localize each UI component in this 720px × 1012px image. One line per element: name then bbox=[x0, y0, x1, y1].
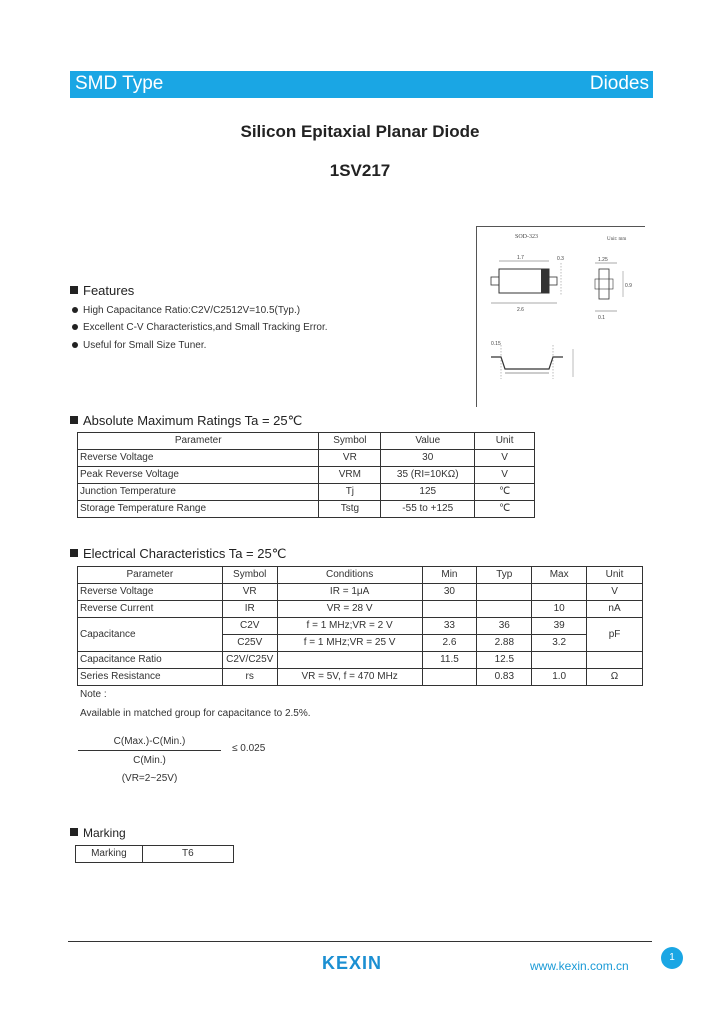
table-cell: Storage Temperature Range bbox=[78, 501, 319, 518]
bullet-dot-icon bbox=[72, 324, 78, 330]
table-cell: Reverse Current bbox=[78, 601, 223, 618]
table-row bbox=[78, 484, 535, 501]
table-header-cell: Max bbox=[532, 567, 587, 584]
table-cell: Capacitance Ratio bbox=[78, 652, 223, 669]
table-cell: T6 bbox=[142, 846, 233, 863]
formula-fraction-line bbox=[78, 750, 221, 751]
package-drawing bbox=[476, 226, 645, 407]
table-cell: V bbox=[475, 450, 535, 467]
dim-e: 0.9 bbox=[625, 283, 632, 289]
features-heading: Features bbox=[70, 283, 134, 298]
marking-heading: Marking bbox=[70, 826, 126, 840]
table-cell: VRM bbox=[319, 467, 381, 484]
table-cell: IR bbox=[222, 601, 277, 618]
table-cell: 33 bbox=[422, 618, 477, 635]
dim-f: 0.1 bbox=[598, 315, 605, 321]
header-type: Diodes bbox=[589, 73, 649, 94]
dim-d: 1.25 bbox=[598, 257, 608, 263]
table-cell: nA bbox=[587, 601, 643, 618]
dim-g: 0.15 bbox=[491, 341, 501, 347]
table-cell bbox=[532, 652, 587, 669]
table-cell: 10 bbox=[532, 601, 587, 618]
table-cell bbox=[477, 584, 532, 601]
square-bullet-icon bbox=[70, 828, 78, 836]
feature-item: High Capacitance Ratio:C2V/C2512V=10.5(Typ.) bbox=[72, 305, 300, 316]
table-header-cell: Parameter bbox=[78, 433, 319, 450]
dim-b: 2.6 bbox=[517, 307, 524, 313]
table-cell: 125 bbox=[381, 484, 475, 501]
table-cell: ℃ bbox=[475, 501, 535, 518]
table-cell: f = 1 MHz;VR = 2 V bbox=[277, 618, 422, 635]
table-cell bbox=[587, 652, 643, 669]
table-header-cell: Conditions bbox=[277, 567, 422, 584]
table-cell: Junction Temperature bbox=[78, 484, 319, 501]
table-cell: V bbox=[587, 584, 643, 601]
table-row bbox=[78, 501, 535, 518]
table-header-cell: Typ bbox=[477, 567, 532, 584]
formula-numerator: C(Max.)-C(Min.) bbox=[113, 736, 186, 747]
table-cell: 39 bbox=[532, 618, 587, 635]
table-header-row bbox=[78, 567, 643, 584]
table-cell: VR bbox=[222, 584, 277, 601]
table-row bbox=[78, 652, 643, 669]
table-cell: -55 to +125 bbox=[381, 501, 475, 518]
table-cell: Reverse Voltage bbox=[78, 450, 319, 467]
dim-c: 0.3 bbox=[557, 256, 564, 262]
footer-divider bbox=[68, 941, 652, 942]
part-number: 1SV217 bbox=[329, 161, 391, 180]
table-cell: C2V bbox=[222, 618, 277, 635]
table-cell: 30 bbox=[422, 584, 477, 601]
table-cell: Series Resistance bbox=[78, 669, 223, 686]
abs-max-heading: Absolute Maximum Ratings Ta = 25℃ bbox=[70, 413, 302, 429]
table-cell: VR = 5V, f = 470 MHz bbox=[277, 669, 422, 686]
table-cell: Tj bbox=[319, 484, 381, 501]
unit-label: Unit: mm bbox=[607, 237, 627, 242]
table-cell: Reverse Voltage bbox=[78, 584, 223, 601]
table-cell: f = 1 MHz;VR = 25 V bbox=[277, 635, 422, 652]
elec-heading: Electrical Characteristics Ta = 25℃ bbox=[70, 546, 286, 562]
table-cell: 1.0 bbox=[532, 669, 587, 686]
table-cell: 12.5 bbox=[477, 652, 532, 669]
table-cell: 35 (RI=10KΩ) bbox=[381, 467, 475, 484]
table-cell bbox=[277, 652, 422, 669]
abs-max-table bbox=[77, 432, 535, 518]
kexin-logo: KEXIN bbox=[322, 953, 383, 973]
table-cell bbox=[422, 669, 477, 686]
formula-condition: (VR=2~25V) bbox=[121, 773, 178, 784]
table-header-cell: Symbol bbox=[319, 433, 381, 450]
elec-table bbox=[77, 566, 643, 686]
formula-relation: ≤ 0.025 bbox=[232, 743, 266, 754]
table-cell: VR = 28 V bbox=[277, 601, 422, 618]
table-row bbox=[78, 584, 643, 601]
table-row bbox=[78, 467, 535, 484]
package-label: SOD-323 bbox=[515, 234, 539, 240]
bullet-dot-icon bbox=[72, 307, 78, 313]
header-bar bbox=[70, 71, 653, 98]
table-cell: Marking bbox=[76, 846, 143, 863]
package-outline-icon bbox=[477, 227, 645, 407]
table-cell: pF bbox=[587, 618, 643, 652]
table-cell bbox=[422, 601, 477, 618]
table-cell: IR = 1μA bbox=[277, 584, 422, 601]
table-cell bbox=[532, 584, 587, 601]
formula-denominator: C(Min.) bbox=[133, 755, 166, 766]
note-text: Available in matched group for capacitance to 2.5%. bbox=[80, 708, 311, 719]
header-category: SMD Type bbox=[75, 73, 164, 94]
table-cell: C2V/C25V bbox=[222, 652, 277, 669]
table-cell: 36 bbox=[477, 618, 532, 635]
table-cell: Ω bbox=[587, 669, 643, 686]
table-cell: 3.2 bbox=[532, 635, 587, 652]
table-cell: V bbox=[475, 467, 535, 484]
marking-table bbox=[75, 845, 234, 863]
dim-a: 1.7 bbox=[517, 255, 524, 261]
table-cell: VR bbox=[319, 450, 381, 467]
table-header-cell: Min bbox=[422, 567, 477, 584]
table-header-cell: Value bbox=[381, 433, 475, 450]
table-cell: Tstg bbox=[319, 501, 381, 518]
table-header-cell: Unit bbox=[475, 433, 535, 450]
feature-item: Excellent C-V Characteristics,and Small Tracking Error. bbox=[72, 322, 328, 333]
document-title: Silicon Epitaxial Planar Diode bbox=[240, 122, 480, 141]
table-cell: 2.88 bbox=[477, 635, 532, 652]
table-cell: Capacitance bbox=[78, 618, 223, 652]
table-cell: C25V bbox=[222, 635, 277, 652]
table-row bbox=[78, 601, 643, 618]
table-header-cell: Parameter bbox=[78, 567, 223, 584]
table-cell: Peak Reverse Voltage bbox=[78, 467, 319, 484]
table-row bbox=[78, 618, 643, 635]
square-bullet-icon bbox=[70, 286, 78, 294]
table-cell: 11.5 bbox=[422, 652, 477, 669]
square-bullet-icon bbox=[70, 416, 78, 424]
table-cell: ℃ bbox=[475, 484, 535, 501]
table-header-row bbox=[78, 433, 535, 450]
table-header-cell: Unit bbox=[587, 567, 643, 584]
table-row bbox=[78, 450, 535, 467]
page-number-badge: 1 bbox=[661, 947, 683, 969]
feature-item: Useful for Small Size Tuner. bbox=[72, 340, 206, 351]
table-header-cell: Symbol bbox=[222, 567, 277, 584]
table-row bbox=[78, 669, 643, 686]
bullet-dot-icon bbox=[72, 342, 78, 348]
note-label: Note : bbox=[80, 689, 107, 700]
square-bullet-icon bbox=[70, 549, 78, 557]
table-cell: 30 bbox=[381, 450, 475, 467]
table-row bbox=[76, 846, 234, 863]
website-link[interactable]: www.kexin.com.cn bbox=[530, 959, 629, 973]
table-cell: rs bbox=[222, 669, 277, 686]
table-cell: 2.6 bbox=[422, 635, 477, 652]
table-cell bbox=[477, 601, 532, 618]
table-cell: 0.83 bbox=[477, 669, 532, 686]
